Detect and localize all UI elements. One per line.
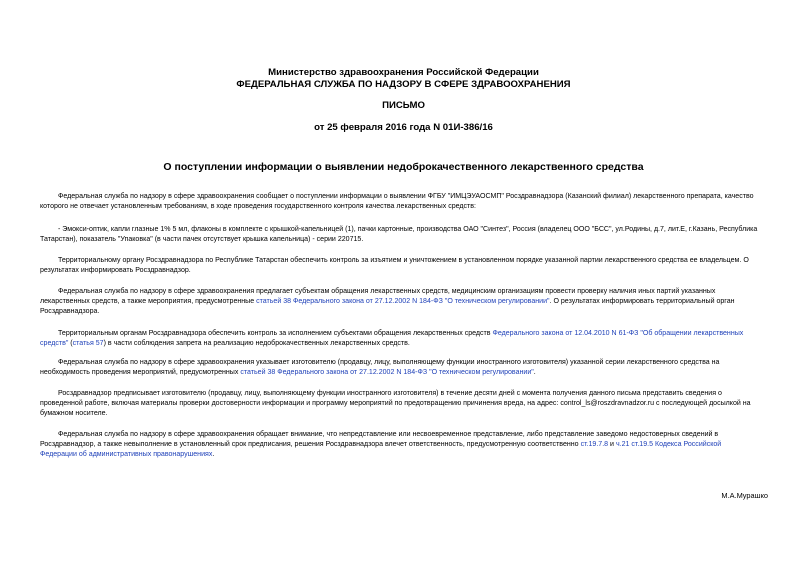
- paragraph-line: Федеральная служба по надзору в сфере здравоохранения указывает изготовителю (продавцу, лицу, выполняющему функции иностранного изготовителя) указанной серии лекарственного средства на: [58, 359, 720, 366]
- law-link[interactable]: средств": [40, 340, 69, 347]
- paragraph-line: [40, 339, 768, 349]
- text-run: . О результатах информировать территориальный орган: [549, 298, 735, 305]
- law-link[interactable]: статьей 38 Федерального закона от 27.12.2002 N 184-ФЗ "О техническом регулировании": [256, 298, 550, 305]
- paragraph-line: Федеральная служба по надзору в сфере здравоохранения сообщает о поступлении информации о выявлении ФГБУ "ИМЦЭУАОСМП" Росздравнадзора (Казанский филиал) лекарственного препарата, качество: [58, 193, 754, 200]
- paragraph-8: [40, 430, 768, 460]
- text-run: Росздравнадзор, а также невыполнение в установленный срок предписания, решения Росздравнадзора влечет ответственность, предусмотренную соответственно: [40, 441, 581, 448]
- document-date-number: от 25 февраля 2016 года N 01И-386/16: [314, 122, 493, 133]
- text-run: и: [608, 441, 616, 448]
- paragraph-line: Федеральная служба по надзору в сфере здравоохранения предлагает субъектам обращения лекарственных средств, медицинским организациям провести проверку наличия иных партий указанных: [58, 288, 716, 295]
- code-article-link[interactable]: ч.21 ст.19.5: [615, 441, 654, 448]
- paragraph-line: [40, 440, 768, 450]
- paragraph-line: [40, 450, 768, 460]
- paragraph-1: [40, 192, 768, 212]
- paragraph-7: [40, 389, 768, 419]
- paragraph-line: - Эмокси-оптик, капли глазные 1% 5 мл, флаконы в комплекте с крышкой-капельницей (1), пачки картонные, производства ОАО "Синтез", Россия (владелец ООО "БСС", ул.Родины, д.7, лит.Е, г.Казань, Республика: [58, 226, 758, 233]
- document-type: ПИСЬМО: [382, 100, 425, 111]
- paragraph-line: [40, 329, 768, 339]
- text-run: .: [212, 451, 215, 458]
- paragraph-line: Татарстан), показатель "Упаковка" (в части пачек отсутствует крышка капельница) - серии 220715.: [40, 236, 364, 243]
- paragraph-line: результатах информировать Росздравнадзор.: [40, 267, 191, 274]
- service-name: ФЕДЕРАЛЬНАЯ СЛУЖБА ПО НАДЗОРУ В СФЕРЕ ЗДРАВООХРАНЕНИЯ: [236, 79, 571, 90]
- paragraph-3: [40, 256, 768, 276]
- text-run: ) в части соблюдения запрета на реализацию недоброкачественных лекарственных средств.: [103, 340, 410, 347]
- paragraph-5: [40, 329, 768, 349]
- paragraph-line: [40, 368, 768, 378]
- document-title: О поступлении информации о выявлении недоброкачественного лекарственного средства: [163, 161, 644, 173]
- text-run: необходимость проведения мероприятий, предусмотренных: [40, 369, 241, 376]
- paragraph-line: проведенной работе, включая материалы проверки достоверности информации и программу мероприятий по предотвращению причинения вреда, на адрес: control_ls@roszdravnadzor.ru с последующей досылкой на: [40, 400, 751, 407]
- text-run: лекарственных средств, а также мероприятия, предусмотренные: [40, 298, 257, 305]
- paragraph-line: бумажном носителе.: [40, 410, 108, 417]
- paragraph-2: [40, 225, 768, 245]
- signature: М.А.Мурашко: [721, 491, 768, 500]
- paragraph-line: Территориальному органу Росздравнадзора по Республике Татарстан обеспечить контроль за изъятием и уничтожением в установленном порядке указанной партии лекарственного средства ее владельцем. О: [58, 257, 749, 264]
- law-link[interactable]: статьей 38 Федерального закона от 27.12.2002 N 184-ФЗ "О техническом регулировании": [240, 369, 534, 376]
- text-run: .: [533, 369, 536, 376]
- paragraph-line: [40, 297, 768, 307]
- paragraph-6: [40, 358, 768, 378]
- paragraph-line: которого не отвечает установленным требованиям, в ходе проведения государственного контроля качества лекарственных средств:: [40, 203, 476, 210]
- code-article-link[interactable]: ст.19.7.8: [580, 441, 609, 448]
- paragraph-line: Росздравнадзора.: [40, 308, 100, 315]
- text-run: Территориальным органам Росздравнадзора обеспечить контроль за исполнением субъектами обращения лекарственных средств: [58, 330, 493, 337]
- paragraph-line: Росздравнадзор предписывает изготовителю (продавцу, лицу, выполняющему функции иностранного изготовителя) в течение десяти дней с момента получения данного письма представить сведения о: [58, 390, 722, 397]
- code-link[interactable]: Федерации об административных правонарушениях: [40, 451, 213, 458]
- paragraph-4: [40, 287, 768, 317]
- ministry-name: Министерство здравоохранения Российской Федерации: [268, 67, 539, 78]
- code-link[interactable]: Кодекса Российской: [655, 441, 722, 448]
- article-link[interactable]: статья 57: [72, 340, 104, 347]
- law-link[interactable]: Федерального закона от 12.04.2010 N 61-ФЗ "Об обращении лекарственных: [492, 330, 744, 337]
- text-run: (: [68, 340, 73, 347]
- paragraph-line: Федеральная служба по надзору в сфере здравоохранения обращает внимание, что непредставление или несвоевременное представление, либо представление заведомо недостоверных сведений в: [58, 431, 719, 438]
